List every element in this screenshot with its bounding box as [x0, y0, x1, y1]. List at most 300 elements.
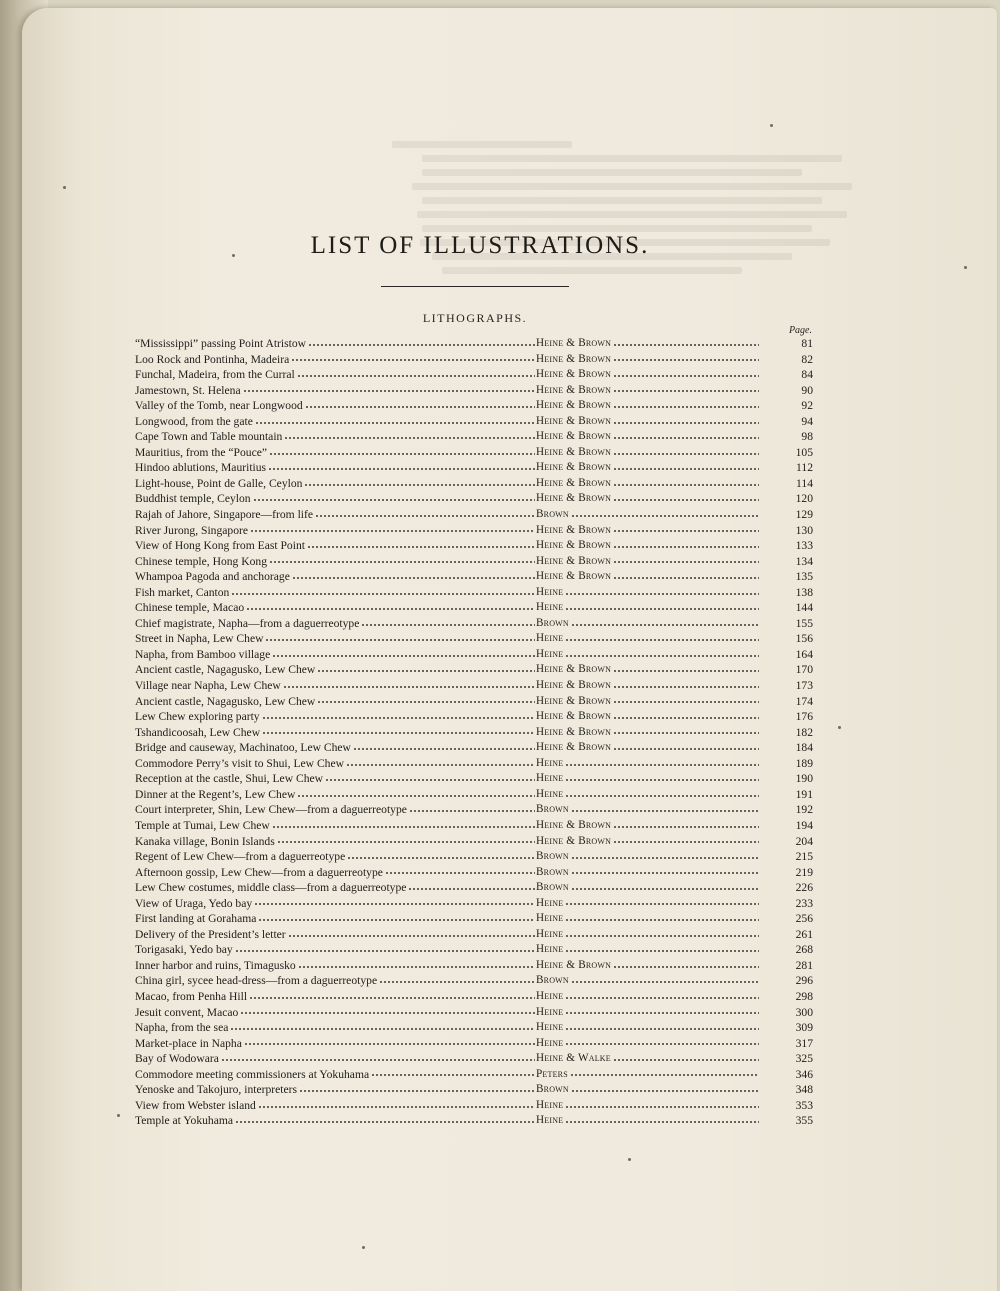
dot-leader [235, 950, 535, 952]
entry-title: Village near Napha, Lew Chew [135, 679, 281, 693]
list-item [135, 834, 813, 850]
entry-page: 300 [795, 1005, 813, 1019]
dot-leader [613, 748, 759, 750]
list-item [135, 445, 813, 461]
dot-leader [613, 686, 759, 688]
entry-artist: Heine & Brown [536, 539, 612, 552]
dot-leader [571, 888, 759, 890]
entry-title-cell [135, 569, 535, 585]
entry-title-cell [135, 383, 535, 399]
entry-title: Chinese temple, Macao [135, 601, 245, 615]
entry-page: 191 [795, 787, 813, 801]
dot-leader [268, 468, 535, 470]
entry-page: 296 [795, 974, 813, 988]
entry-artist-cell [536, 554, 759, 570]
entry-title: View of Hong Kong from East Point [135, 539, 305, 553]
entry-title-cell [135, 523, 535, 539]
dot-leader [565, 950, 759, 952]
list-item [135, 958, 813, 974]
entry-artist: Brown [536, 1083, 569, 1096]
entry-artist-cell [536, 1005, 759, 1021]
dot-leader [231, 593, 535, 595]
dot-leader [235, 1121, 535, 1123]
list-item [135, 694, 813, 710]
entry-title: Mauritius, from the “Pouce” [135, 445, 268, 459]
entry-title: Dinner at the Regent’s, Lew Chew [135, 787, 296, 801]
entry-page: 204 [795, 834, 813, 848]
entry-page: 192 [795, 803, 813, 817]
dot-leader [565, 1012, 759, 1014]
entry-title: Valley of the Tomb, near Longwood [135, 399, 303, 413]
entry-artist-cell [536, 616, 759, 632]
entry-page: 156 [795, 632, 813, 646]
dot-leader [299, 1090, 535, 1092]
dot-leader [565, 779, 759, 781]
entry-artist: Heine [536, 1098, 564, 1111]
entry-page: 144 [795, 601, 813, 615]
dot-leader [262, 732, 535, 734]
entry-page: 173 [795, 679, 813, 693]
entry-artist: Heine [536, 632, 564, 645]
entry-artist: Heine & Brown [536, 399, 612, 412]
entry-artist-cell [536, 1113, 759, 1129]
dot-leader [613, 453, 759, 455]
entry-title: Whampoa Pagoda and anchorage [135, 570, 290, 584]
entry-page: 170 [795, 663, 813, 677]
entry-title-cell [135, 1005, 535, 1021]
entry-title: River Jurong, Singapore [135, 523, 249, 537]
dot-leader [246, 608, 535, 610]
entry-artist: Brown [536, 865, 569, 878]
entry-title: Lew Chew costumes, middle class—from a daguerreotype [135, 881, 407, 895]
entry-page: 134 [795, 554, 813, 568]
entry-page: 348 [795, 1083, 813, 1097]
entry-artist-cell [536, 694, 759, 710]
entry-artist-cell [536, 476, 759, 492]
entry-artist-cell [536, 942, 759, 958]
dot-leader [613, 577, 759, 579]
dot-leader [571, 1090, 759, 1092]
entry-artist: Brown [536, 616, 569, 629]
list-item [135, 1020, 813, 1036]
dot-leader [565, 764, 759, 766]
list-item [135, 523, 813, 539]
dot-leader [269, 561, 535, 563]
dot-leader [325, 779, 535, 781]
dot-leader [613, 437, 759, 439]
entry-title: China girl, sycee head-dress—from a daguerreotype [135, 974, 378, 988]
dot-leader [308, 344, 535, 346]
dot-leader [571, 872, 759, 874]
dot-leader [230, 1028, 535, 1030]
entry-title-cell [135, 1020, 535, 1036]
entry-artist-cell [536, 1051, 759, 1067]
entry-title: Fish market, Canton [135, 585, 230, 599]
entry-artist: Heine & Brown [536, 523, 612, 536]
dot-leader [613, 484, 759, 486]
entry-artist-cell [536, 771, 759, 787]
entry-page: 182 [795, 725, 813, 739]
entry-title: Ancient castle, Nagagusko, Lew Chew [135, 694, 316, 708]
entry-title-cell [135, 585, 535, 601]
dot-leader [571, 515, 759, 517]
entry-artist-cell [536, 818, 759, 834]
dot-leader [613, 468, 759, 470]
entry-page: 135 [795, 570, 813, 584]
dot-leader [571, 810, 759, 812]
dot-leader [269, 453, 535, 455]
entry-artist: Heine & Walke [536, 1052, 611, 1065]
list-item [135, 678, 813, 694]
list-item [135, 709, 813, 725]
entry-title-cell [135, 942, 535, 958]
entry-page: 129 [795, 508, 813, 522]
entry-title-cell [135, 429, 535, 445]
dot-leader [292, 577, 535, 579]
entry-artist: Heine [536, 601, 564, 614]
entry-page: 215 [795, 850, 813, 864]
entry-artist: Heine [536, 585, 564, 598]
entry-title: Macao, from Penha Hill [135, 989, 248, 1003]
list-item [135, 802, 813, 818]
dot-leader [570, 1074, 759, 1076]
entry-title: View of Uraga, Yedo bay [135, 896, 253, 910]
dot-leader [317, 701, 535, 703]
entry-title: Napha, from the sea [135, 1021, 229, 1035]
entry-page: 281 [795, 958, 813, 972]
dot-leader [565, 903, 759, 905]
dot-leader [571, 624, 759, 626]
entry-page: 233 [795, 896, 813, 910]
dot-leader [565, 919, 759, 921]
dot-leader [221, 1059, 535, 1061]
entry-title: Bridge and causeway, Machinatoo, Lew Chew [135, 741, 351, 755]
entry-title-cell [135, 865, 535, 881]
entry-artist-cell [536, 896, 759, 912]
list-item [135, 631, 813, 647]
list-item [135, 787, 813, 803]
entry-title-cell [135, 973, 535, 989]
entry-artist: Heine & Brown [536, 337, 612, 349]
dot-leader [613, 701, 759, 703]
entry-title-cell [135, 958, 535, 974]
dot-leader [565, 1121, 759, 1123]
dot-leader [385, 872, 535, 874]
entry-title-cell [135, 787, 535, 803]
entry-page: 120 [795, 492, 813, 506]
entry-page: 84 [801, 368, 813, 382]
page-column-header: Page. [788, 325, 812, 336]
list-item [135, 1036, 813, 1052]
entry-title: Light-house, Point de Galle, Ceylon [135, 476, 303, 490]
dot-leader [249, 997, 535, 999]
entry-page: 114 [796, 476, 813, 490]
entry-artist-cell [536, 880, 759, 896]
list-item [135, 1005, 813, 1021]
entry-artist-cell [536, 1067, 759, 1083]
dot-leader [613, 530, 759, 532]
entry-title-cell [135, 460, 535, 476]
dot-leader [305, 406, 535, 408]
entry-page: 261 [795, 927, 813, 941]
entry-artist-cell [536, 414, 759, 430]
entry-title: Court interpreter, Shin, Lew Chew—from a daguerreotype [135, 803, 407, 817]
entry-title: Delivery of the President’s letter [135, 927, 286, 941]
entry-artist-cell [536, 756, 759, 772]
entry-title: “Mississippi” passing Point Atristow [135, 337, 307, 350]
entry-artist-cell [536, 678, 759, 694]
entry-title: Loo Rock and Pontinha, Madeira [135, 352, 290, 366]
entry-title-cell [135, 538, 535, 554]
illustration-list [135, 336, 813, 1129]
entry-artist: Heine [536, 647, 564, 660]
dot-leader [291, 359, 535, 361]
entry-title: Chinese temple, Hong Kong [135, 554, 268, 568]
dot-leader [565, 997, 759, 999]
dot-leader [613, 841, 759, 843]
entry-title-cell [135, 445, 535, 461]
entry-artist-cell [536, 1036, 759, 1052]
list-item [135, 942, 813, 958]
list-item [135, 662, 813, 678]
dot-leader [371, 1074, 535, 1076]
list-item [135, 818, 813, 834]
dot-leader [565, 655, 759, 657]
entry-artist: Heine [536, 787, 564, 800]
list-item [135, 771, 813, 787]
entry-title-cell [135, 352, 535, 368]
list-item [135, 880, 813, 896]
entry-title: Hindoo ablutions, Mauritius [135, 461, 267, 475]
dot-leader [565, 1106, 759, 1108]
entry-artist-cell [536, 1098, 759, 1114]
entry-artist: Heine [536, 1036, 564, 1049]
entry-artist-cell [536, 662, 759, 678]
dot-leader [258, 1106, 535, 1108]
list-item [135, 600, 813, 616]
entry-page: 138 [795, 585, 813, 599]
entry-artist: Heine [536, 1005, 564, 1018]
entry-artist: Heine & Brown [536, 694, 612, 707]
entry-artist: Heine & Brown [536, 725, 612, 738]
entry-artist-cell [536, 569, 759, 585]
list-item [135, 569, 813, 585]
entry-artist-cell [536, 383, 759, 399]
entry-artist-cell [536, 631, 759, 647]
entry-title-cell [135, 849, 535, 865]
entry-artist: Heine [536, 927, 564, 940]
list-item [135, 352, 813, 368]
entry-artist: Heine & Brown [536, 554, 612, 567]
entry-page: 298 [795, 989, 813, 1003]
list-item [135, 429, 813, 445]
entry-title-cell [135, 367, 535, 383]
dot-leader [613, 375, 759, 377]
list-item [135, 896, 813, 912]
entry-title: First landing at Gorahama [135, 912, 257, 926]
list-item [135, 507, 813, 523]
dot-leader [565, 795, 759, 797]
entry-title-cell [135, 398, 535, 414]
list-item [135, 849, 813, 865]
entry-artist: Brown [536, 881, 569, 894]
list-item [135, 740, 813, 756]
entry-title: Regent of Lew Chew—from a daguerreotype [135, 850, 346, 864]
entry-artist: Heine [536, 989, 564, 1002]
list-item [135, 1113, 813, 1129]
entry-artist: Heine & Brown [536, 834, 612, 847]
entry-artist: Brown [536, 508, 569, 521]
entry-title: Torigasaki, Yedo bay [135, 943, 233, 957]
dot-leader [565, 608, 759, 610]
dot-leader [613, 344, 759, 346]
entry-page: 226 [795, 881, 813, 895]
entry-artist: Heine [536, 772, 564, 785]
entry-title-cell [135, 507, 535, 523]
dot-leader [284, 437, 535, 439]
entry-artist-cell [536, 725, 759, 741]
entry-title: Jamestown, St. Helena [135, 383, 241, 397]
entry-artist: Heine & Brown [536, 492, 612, 505]
dot-leader [253, 499, 535, 501]
entry-page: 268 [795, 943, 813, 957]
entry-page: 325 [795, 1052, 813, 1066]
dot-leader [315, 515, 535, 517]
dot-leader [361, 624, 535, 626]
entry-page: 174 [795, 694, 813, 708]
entry-title-cell [135, 927, 535, 943]
entry-page: 355 [795, 1114, 813, 1128]
entry-title: Ancient castle, Nagagusko, Lew Chew [135, 663, 316, 677]
entry-title-cell [135, 802, 535, 818]
entry-title-cell [135, 911, 535, 927]
entry-title: Reception at the castle, Shui, Lew Chew [135, 772, 324, 786]
entry-artist-cell [536, 787, 759, 803]
entry-page: 256 [795, 912, 813, 926]
dot-leader [304, 484, 535, 486]
list-item [135, 336, 813, 352]
entry-artist-cell [536, 523, 759, 539]
entry-title: Longwood, from the gate [135, 414, 253, 428]
list-item [135, 1051, 813, 1067]
entry-artist: Brown [536, 850, 569, 863]
dot-leader [347, 857, 535, 859]
dot-leader [243, 390, 535, 392]
entry-title: Temple at Yokuhama [135, 1114, 234, 1128]
entry-title: Street in Napha, Lew Chew [135, 632, 264, 646]
dot-leader [565, 935, 759, 937]
page-title: LIST OF ILLUSTRATIONS. [310, 232, 650, 259]
dot-leader [288, 935, 535, 937]
dot-leader [613, 826, 759, 828]
dot-leader [613, 561, 759, 563]
entry-page: 133 [795, 539, 813, 553]
entry-title-cell [135, 662, 535, 678]
entry-artist: Heine & Brown [536, 414, 612, 427]
entry-page: 164 [795, 647, 813, 661]
entry-title: Temple at Tumai, Lew Chew [135, 818, 270, 832]
entry-title-cell [135, 1098, 535, 1114]
section-title: LITHOGRAPHS. [422, 311, 528, 325]
entry-title-cell [135, 771, 535, 787]
entry-title-cell [135, 880, 535, 896]
entry-artist-cell [536, 1020, 759, 1036]
dot-leader [254, 903, 535, 905]
entry-title-cell [135, 336, 535, 352]
dot-leader [613, 966, 759, 968]
entry-artist: Heine & Brown [536, 679, 612, 692]
list-item [135, 476, 813, 492]
dot-leader [317, 670, 535, 672]
entry-page: 176 [795, 710, 813, 724]
entry-title: Buddhist temple, Ceylon [135, 492, 251, 506]
entry-page: 184 [795, 741, 813, 755]
entry-artist-cell [536, 507, 759, 523]
entry-title-cell [135, 694, 535, 710]
dot-leader [272, 655, 535, 657]
entry-artist-cell [536, 491, 759, 507]
entry-artist: Heine & Brown [536, 958, 612, 971]
entry-artist: Heine [536, 912, 564, 925]
entry-title-cell [135, 678, 535, 694]
entry-title: Bay of Wodowara [135, 1052, 219, 1066]
list-item [135, 585, 813, 601]
entry-page: 90 [801, 383, 813, 397]
dot-leader [297, 375, 535, 377]
entry-artist-cell [536, 398, 759, 414]
list-item [135, 460, 813, 476]
entry-artist-cell [536, 865, 759, 881]
dot-leader [272, 826, 535, 828]
entry-title: Market-place in Napha [135, 1036, 242, 1050]
entry-artist: Heine [536, 1114, 564, 1127]
entry-page: 190 [795, 772, 813, 786]
dot-leader [613, 499, 759, 501]
list-item [135, 398, 813, 414]
list-item [135, 491, 813, 507]
entry-artist-cell [536, 352, 759, 368]
entry-page: 98 [801, 430, 813, 444]
dot-leader [240, 1012, 535, 1014]
entry-artist: Heine & Brown [536, 818, 612, 831]
entry-artist: Heine [536, 1021, 564, 1034]
list-item [135, 989, 813, 1005]
entry-artist: Heine & Brown [536, 461, 612, 474]
dot-leader [353, 748, 535, 750]
entry-page: 94 [801, 414, 813, 428]
dot-leader [565, 593, 759, 595]
entry-artist: Heine & Brown [536, 445, 612, 458]
dot-leader [277, 841, 535, 843]
entry-title-cell [135, 1113, 535, 1129]
entry-title-cell [135, 554, 535, 570]
entry-page: 194 [795, 818, 813, 832]
entry-title: Jesuit convent, Macao [135, 1005, 239, 1019]
list-item [135, 647, 813, 663]
dot-leader [258, 919, 535, 921]
entry-title: Chief magistrate, Napha—from a daguerreotype [135, 616, 360, 630]
entry-title: Lew Chew exploring party [135, 710, 260, 724]
dot-leader [409, 810, 535, 812]
dot-leader [262, 717, 535, 719]
dot-leader [571, 857, 759, 859]
title-rule [381, 286, 569, 287]
entry-artist-cell [536, 429, 759, 445]
entry-artist: Peters [536, 1067, 568, 1080]
entry-artist-cell [536, 740, 759, 756]
dot-leader [379, 981, 535, 983]
entry-artist: Heine & Brown [536, 663, 612, 676]
